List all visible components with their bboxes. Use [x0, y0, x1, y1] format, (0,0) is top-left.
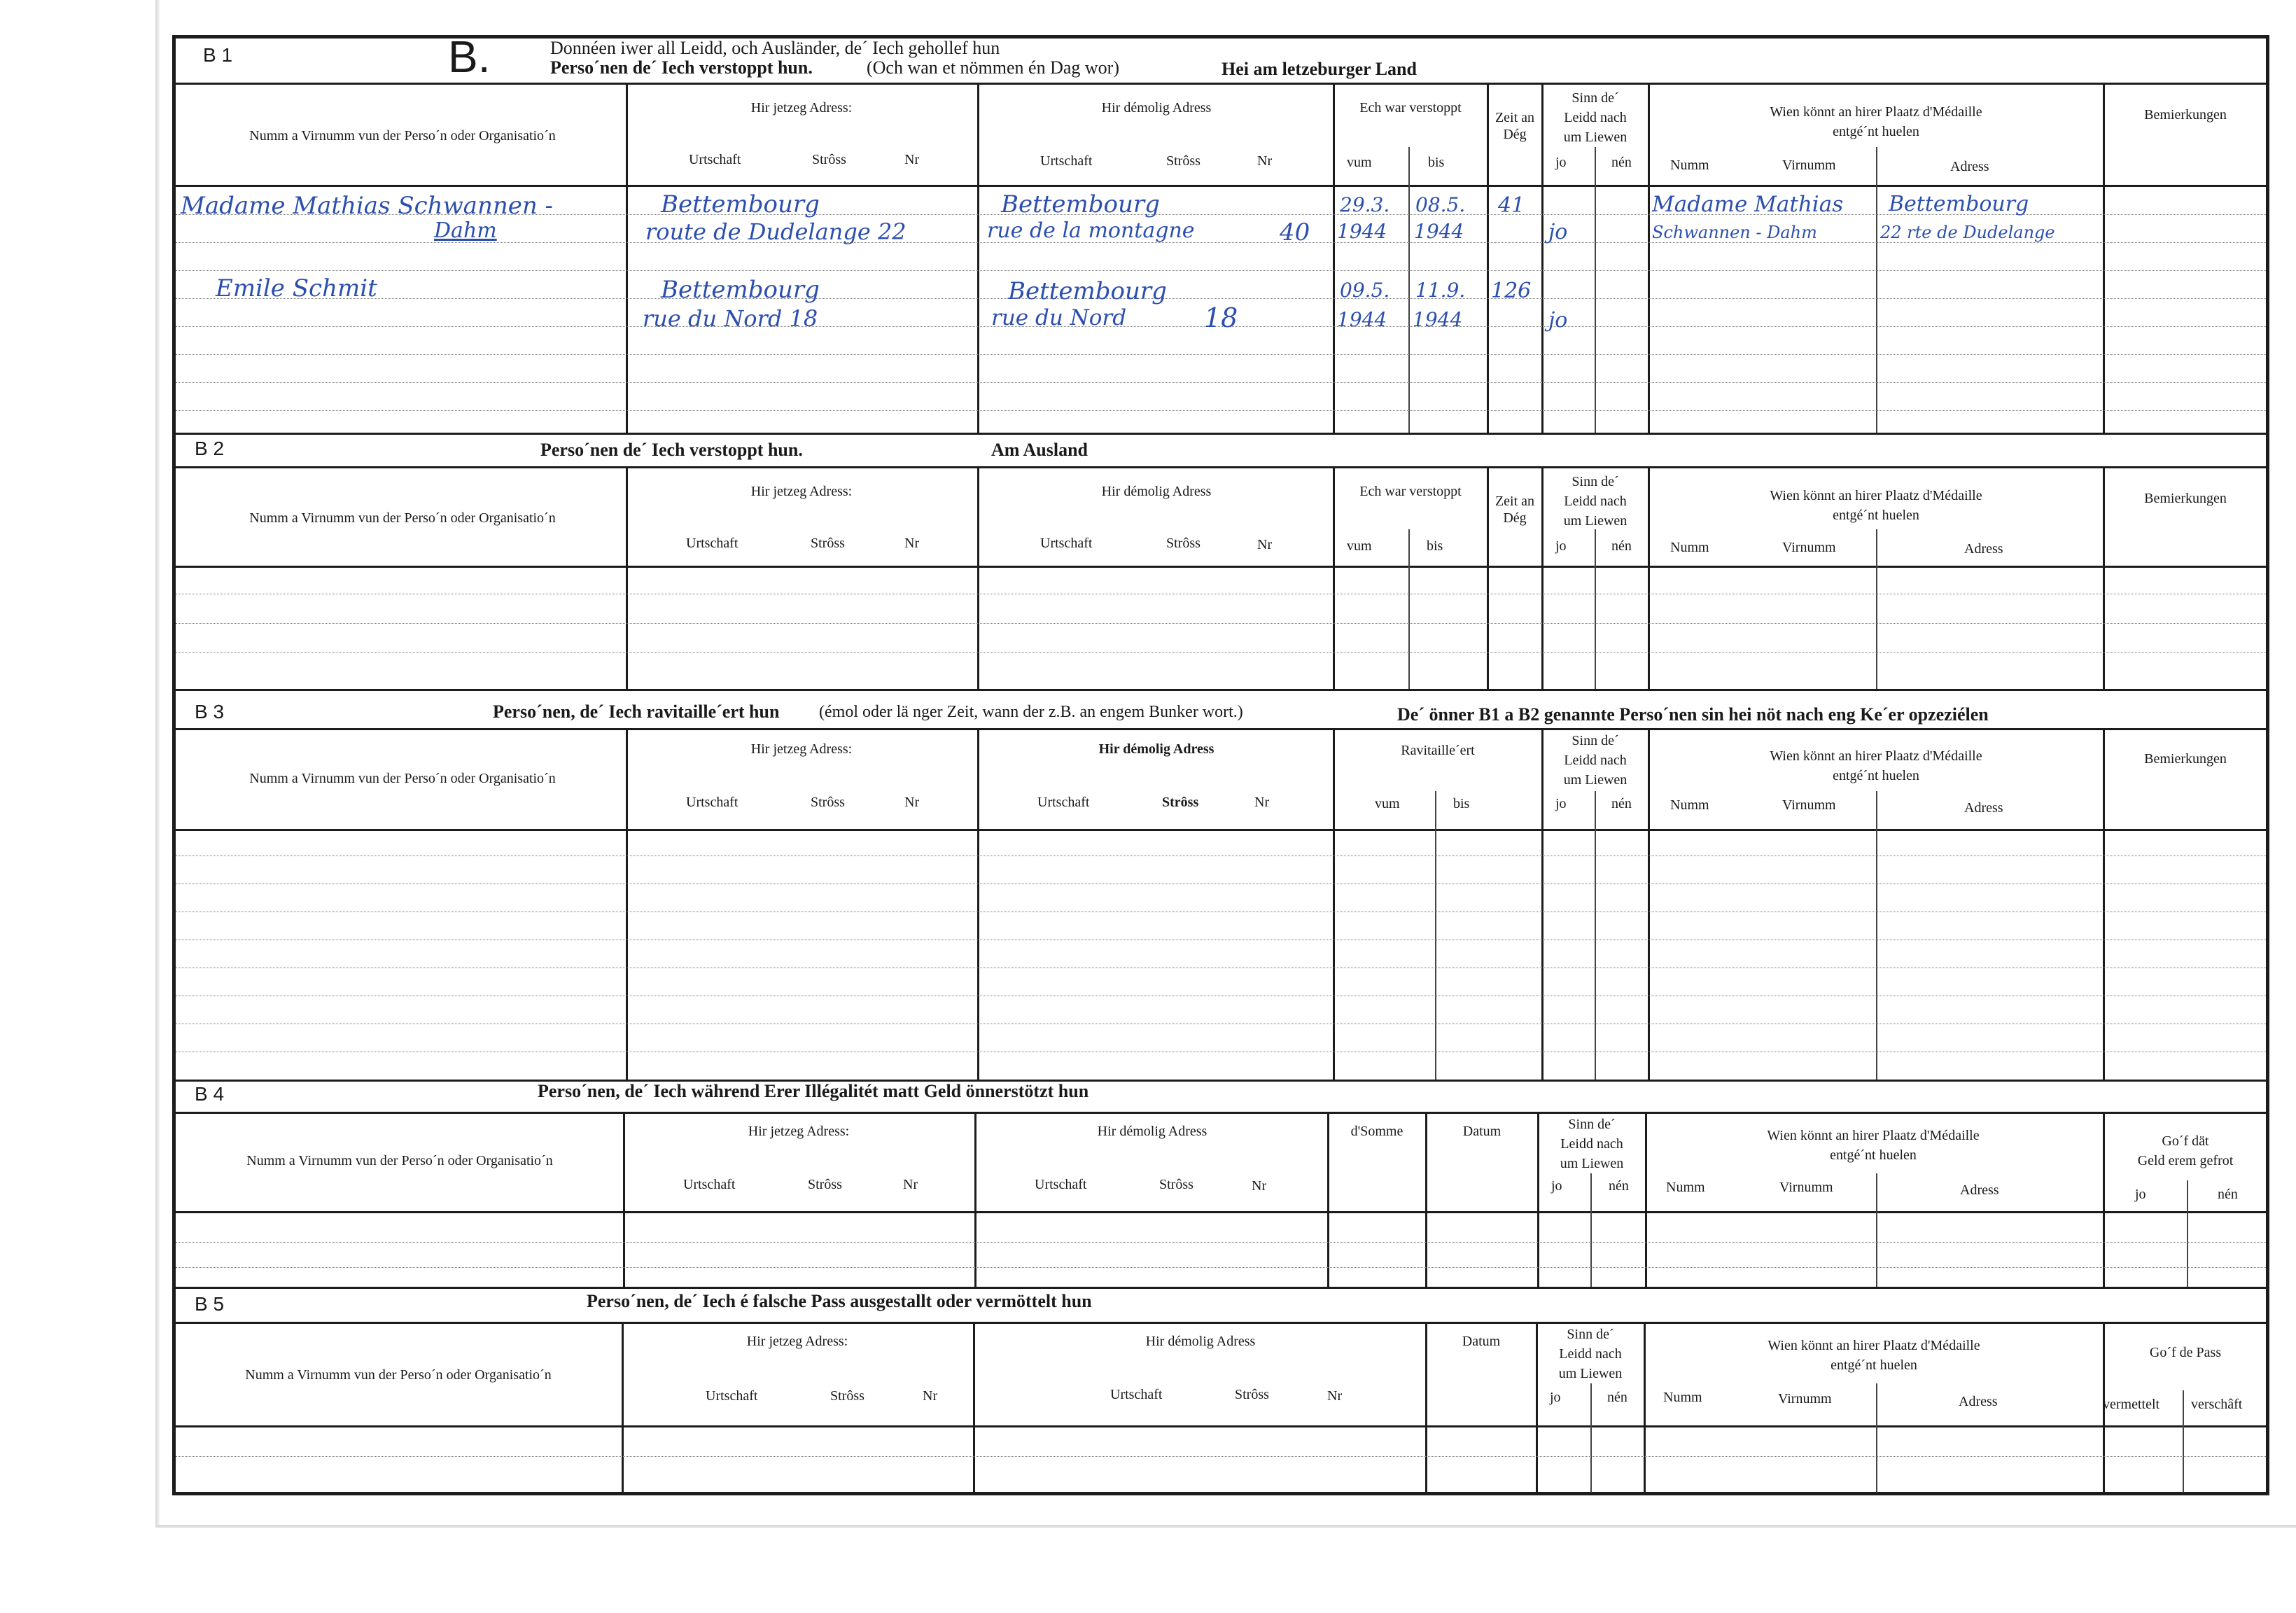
section-label-b3: B 3	[195, 701, 225, 722]
col-name: Numm a Virnumm vun der Perso´n oder Organisatio´n	[245, 1367, 552, 1383]
section-title-b4: Perso´nen, de´ Iech während Erer Illégalitét matt Geld önnerstötzt hun	[538, 1081, 1089, 1101]
col-medal-2: entgé´nt huelen	[1833, 768, 1919, 783]
col-hidden: Ech war verstoppt	[1359, 484, 1462, 499]
col-former-address: Hir démolig Adress	[1097, 1124, 1208, 1139]
entry-from-year: 1944	[1337, 220, 1387, 243]
col-no: nén	[1607, 1390, 1628, 1405]
entry-medal-name: Madame Mathias	[1652, 192, 1844, 217]
col-town: Urtschaft	[1040, 536, 1093, 551]
col-medal-2: entgé´nt huelen	[1833, 124, 1919, 139]
col-fname: Numm	[1670, 158, 1709, 173]
entry-medal-address-2: 22 rte de Dudelange	[1880, 223, 2055, 242]
entry-current-street: rue du Nord 18	[643, 305, 818, 332]
col-remarks: Bemierkungen	[2144, 751, 2227, 767]
col-town: Urtschaft	[1110, 1387, 1163, 1402]
col-yes: jo	[1555, 155, 1567, 170]
col-no: nén	[1611, 155, 1632, 170]
entry-days: 126	[1491, 279, 1532, 303]
entry-to-year: 1944	[1413, 308, 1463, 331]
header-line2b: (Och wan et nömmen én Dag wor)	[867, 57, 1119, 78]
col-street: Strôss	[811, 795, 845, 810]
col-alive-3: um Liewen	[1563, 513, 1628, 529]
col-medal-1: Wien könnt an hirer Plaatz d'Médaille	[1770, 104, 1982, 120]
col-ravitailleert: Ravitaille´ert	[1401, 743, 1475, 758]
header-line2: Perso´nen de´ Iech verstoppt hun.	[550, 57, 813, 78]
col-former-address: Hir démolig Adress	[1145, 1334, 1256, 1349]
col-fname: Numm	[1670, 540, 1709, 555]
paper-bottom-edge	[155, 1525, 2296, 1528]
col-street: Strôss	[812, 152, 846, 167]
col-firstname: Virnumm	[1782, 540, 1836, 555]
entry-from: 29.3.	[1340, 193, 1390, 216]
col-no: nén	[1611, 538, 1632, 554]
col-town: Urtschaft	[1035, 1177, 1087, 1192]
col-address: Adress	[1950, 159, 1989, 174]
entry-to: 11.9.	[1415, 279, 1466, 302]
col-town: Urtschaft	[686, 795, 738, 810]
col-street: Strôss	[830, 1388, 864, 1404]
col-passed: vermettelt	[2103, 1397, 2160, 1412]
entry-former-street: rue du Nord	[991, 305, 1127, 330]
col-town: Urtschaft	[689, 152, 741, 167]
col-no: nén	[1611, 796, 1632, 811]
col-town: Urtschaft	[686, 536, 738, 551]
col-street: Strôss	[1159, 1177, 1194, 1192]
entry-former-town: Bettembourg	[1008, 277, 1167, 305]
col-nr: Nr	[904, 152, 920, 167]
col-yes: jo	[1555, 538, 1567, 554]
col-nr: Nr	[903, 1177, 918, 1192]
entry-name: Madame Mathias Schwannen -	[181, 192, 554, 220]
col-fname: Numm	[1670, 797, 1709, 813]
section-label-b1: B 1	[203, 44, 233, 66]
form-frame	[172, 35, 2269, 1495]
entry-former-town: Bettembourg	[1001, 190, 1160, 218]
col-town: Urtschaft	[706, 1388, 758, 1404]
col-alive-2: Leidd nach	[1564, 110, 1627, 125]
col-firstname: Virnumm	[1778, 1391, 1832, 1406]
entry-name: Emile Schmit	[216, 274, 377, 302]
col-from: vum	[1347, 155, 1372, 170]
col-from: vum	[1347, 538, 1372, 554]
col-date: Datum	[1462, 1334, 1501, 1349]
entry-former-street: rue de la montagne	[987, 218, 1195, 243]
col-medal-1: Wien könnt an hirer Plaatz d'Médaille	[1770, 748, 1982, 764]
col-current-address: Hir jetzeg Adress:	[750, 741, 853, 757]
col-former-address: Hir démolig Adress	[1098, 741, 1214, 757]
col-name: Numm a Virnumm vun der Perso´n oder Organisatio´n	[246, 1153, 553, 1168]
col-hidden: Ech war verstoppt	[1359, 100, 1462, 116]
col-street: Strôss	[811, 536, 845, 551]
col-street: Strôss	[808, 1177, 842, 1192]
col-alive-3: um Liewen	[1558, 1366, 1623, 1381]
paper-edge	[155, 0, 160, 1526]
col-firstname: Virnumm	[1782, 158, 1836, 173]
col-medal-1: Wien könnt an hirer Plaatz d'Médaille	[1767, 1128, 1980, 1143]
entry-current-town: Bettembourg	[661, 276, 820, 304]
col-medal-1: Wien könnt an hirer Plaatz d'Médaille	[1768, 1338, 1980, 1353]
col-medal-1: Wien könnt an hirer Plaatz d'Médaille	[1770, 488, 1982, 503]
section-title-b2: Perso´nen de´ Iech verstoppt hun.	[540, 440, 803, 460]
col-medal-2: entgé´nt huelen	[1830, 1147, 1917, 1163]
col-alive-3: um Liewen	[1560, 1156, 1624, 1171]
col-no: nén	[2218, 1187, 2238, 1202]
col-alive-1: Sinn de´	[1572, 90, 1619, 106]
col-alive-3: um Liewen	[1563, 130, 1628, 145]
header-line2c: Hei am letzeburger Land	[1222, 59, 1417, 79]
col-gift-1: Go´f dät	[2162, 1133, 2209, 1149]
col-obtained: verschâft	[2191, 1397, 2243, 1412]
col-street: Strôss	[1235, 1387, 1269, 1402]
col-address: Adress	[1964, 800, 2003, 816]
col-to: bis	[1427, 538, 1443, 554]
col-town: Urtschaft	[1037, 795, 1090, 810]
col-sum: d'Somme	[1350, 1124, 1404, 1139]
col-current-address: Hir jetzeg Adress:	[748, 1124, 850, 1139]
col-nr: Nr	[1327, 1388, 1343, 1404]
col-alive-2: Leidd nach	[1564, 753, 1627, 768]
col-to: bis	[1428, 155, 1445, 170]
col-alive-1: Sinn de´	[1567, 1327, 1614, 1342]
section-subtitle-b2: Am Ausland	[991, 440, 1088, 460]
col-alive-2: Leidd nach	[1560, 1136, 1623, 1152]
col-alive-3: um Liewen	[1563, 772, 1628, 788]
entry-name-cont: Dahm	[434, 218, 497, 243]
col-alive-1: Sinn de´	[1568, 1117, 1616, 1132]
col-to: bis	[1453, 796, 1470, 811]
entry-alive: jo	[1548, 220, 1568, 244]
entry-alive: jo	[1548, 308, 1568, 333]
col-nr: Nr	[904, 795, 920, 810]
section-title-b3: Perso´nen, de´ Iech ravitaille´ert hun	[493, 701, 780, 722]
col-nr: Nr	[904, 536, 920, 551]
col-nr: Nr	[1257, 153, 1273, 169]
col-days: Zeit an Dég	[1494, 494, 1535, 526]
col-former-address: Hir démolig Adress	[1101, 484, 1212, 499]
col-address: Adress	[1964, 541, 2003, 557]
entry-medal-firstname: Schwannen - Dahm	[1652, 223, 1817, 242]
col-current-address: Hir jetzeg Adress:	[750, 484, 853, 499]
col-street: Strôss	[1166, 153, 1200, 169]
col-remarks: Bemierkungen	[2144, 107, 2227, 123]
section-label-b5: B 5	[195, 1293, 225, 1315]
col-name: Numm a Virnumm vun der Perso´n oder Organisatio´n	[249, 128, 556, 144]
col-alive-1: Sinn de´	[1572, 733, 1619, 748]
col-current-address: Hir jetzeg Adress:	[750, 100, 853, 116]
section-label-b4: B 4	[195, 1083, 225, 1105]
col-town: Urtschaft	[683, 1177, 736, 1192]
col-from: vum	[1375, 796, 1400, 811]
col-gift-2: Geld erem gefrot	[2137, 1153, 2234, 1168]
section-title-b5: Perso´nen, de´ Iech é falsche Pass ausgestallt oder vermöttelt hun	[587, 1291, 1092, 1311]
header-line1: Donnéen iwer all Leidd, och Ausländer, de´ Iech gehollef hun	[550, 38, 1000, 58]
col-nr: Nr	[923, 1388, 938, 1404]
section-label-b2: B 2	[195, 438, 225, 459]
col-date: Datum	[1462, 1124, 1502, 1139]
form-letter: B.	[448, 32, 491, 82]
col-alive-1: Sinn de´	[1572, 474, 1619, 489]
col-street: Strôss	[1162, 795, 1199, 810]
col-firstname: Virnumm	[1782, 797, 1836, 813]
entry-to: 08.5.	[1415, 193, 1466, 216]
col-street: Strôss	[1166, 536, 1200, 551]
col-yes: jo	[1550, 1390, 1561, 1405]
entry-from-year: 1944	[1337, 308, 1387, 331]
col-alive-2: Leidd nach	[1559, 1346, 1622, 1362]
entry-from: 09.5.	[1340, 279, 1390, 302]
col-alive-2: Leidd nach	[1564, 494, 1627, 509]
col-yes: jo	[1555, 796, 1567, 811]
entry-current-town: Bettembourg	[661, 190, 820, 218]
section-note2-b3: De´ önner B1 a B2 genannte Perso´nen sin hei nöt nach eng Ke´er opzeziélen	[1397, 704, 1989, 725]
col-no: nén	[1609, 1178, 1629, 1194]
col-address: Adress	[1960, 1182, 1999, 1198]
col-town: Urtschaft	[1040, 153, 1093, 169]
col-nr: Nr	[1257, 537, 1273, 552]
entry-former-nr: 18	[1204, 302, 1238, 333]
col-pass: Go´f de Pass	[2149, 1345, 2222, 1360]
entry-current-street: route de Dudelange 22	[645, 218, 906, 245]
entry-to-year: 1944	[1414, 220, 1464, 243]
col-former-address: Hir démolig Adress	[1101, 100, 1212, 116]
col-current-address: Hir jetzeg Adress:	[746, 1334, 848, 1349]
col-remarks: Bemierkungen	[2144, 491, 2227, 506]
entry-former-nr: 40	[1280, 218, 1310, 246]
col-address: Adress	[1959, 1394, 1998, 1409]
col-name: Numm a Virnumm vun der Perso´n oder Organisatio´n	[249, 510, 556, 526]
col-name: Numm a Virnumm vun der Perso´n oder Organisatio´n	[249, 771, 556, 786]
col-firstname: Virnumm	[1779, 1180, 1833, 1195]
col-fname: Numm	[1666, 1180, 1705, 1195]
entry-days: 41	[1498, 193, 1525, 218]
col-medal-2: entgé´nt huelen	[1833, 508, 1919, 523]
col-medal-2: entgé´nt huelen	[1830, 1357, 1917, 1373]
col-yes: jo	[2135, 1187, 2146, 1202]
col-nr: Nr	[1252, 1178, 1267, 1194]
section-note-b3: (émol oder lä nger Zeit, wann der z.B. an engem Bunker wort.)	[819, 703, 1243, 721]
entry-medal-address: Bettembourg	[1889, 192, 2029, 216]
col-yes: jo	[1551, 1178, 1562, 1194]
col-nr: Nr	[1254, 795, 1270, 810]
col-fname: Numm	[1663, 1390, 1702, 1405]
col-days: Zeit an Dég	[1494, 110, 1535, 142]
